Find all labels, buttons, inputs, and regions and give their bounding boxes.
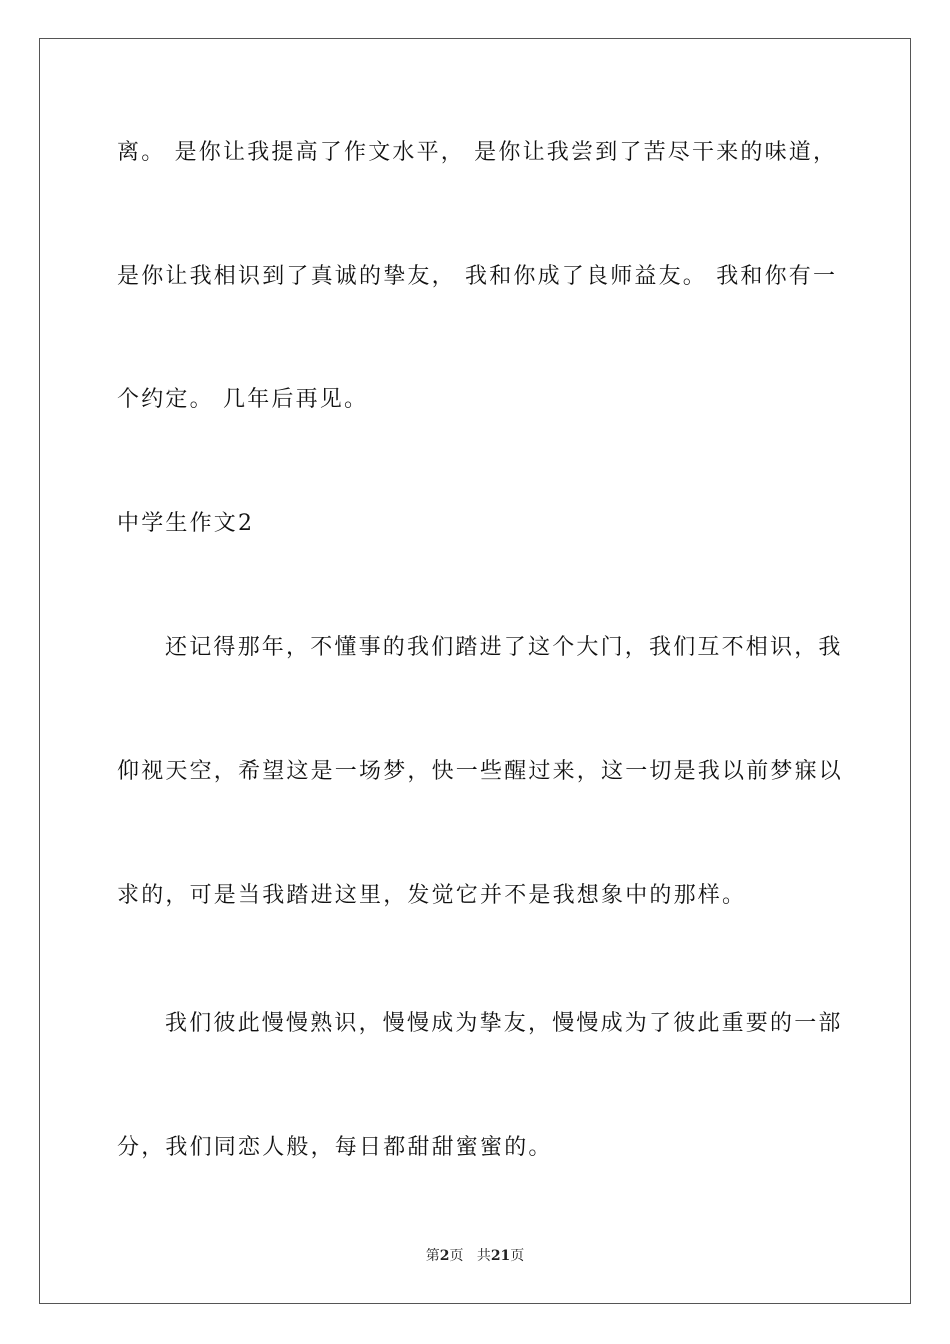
text-line-2: 是你让我相识到了真诚的挚友， 我和你成了良师益友。 我和你有一 (117, 264, 838, 289)
text-line-3: 个约定。 几年后再见。 (117, 387, 369, 412)
total-pages: 21 (490, 1248, 511, 1264)
total-prefix: 共 (476, 1248, 491, 1264)
text-line-9: 分，我们同恋人般，每日都甜甜蜜蜜的。 (117, 1135, 553, 1160)
page-prefix: 第 (425, 1248, 440, 1264)
total-suffix: 页 (510, 1248, 525, 1264)
text-line-1: 离。 是你让我提高了作文水平， 是你让我尝到了苦尽干来的味道， (117, 140, 838, 165)
page-suffix: 页 (449, 1248, 464, 1264)
page-footer (0, 1247, 950, 1265)
text-line-5: 还记得那年，不懂事的我们踏进了这个大门，我们互不相识，我 (165, 635, 843, 660)
text-line-6: 仰视天空，希望这是一场梦，快一些醒过来，这一切是我以前梦寐以 (117, 759, 844, 784)
section-heading: 中学生作文2 (117, 511, 255, 536)
page-border (39, 38, 911, 1304)
text-line-8: 我们彼此慢慢熟识，慢慢成为挚友，慢慢成为了彼此重要的一部 (165, 1011, 843, 1036)
text-line-7: 求的，可是当我踏进这里，发觉它并不是我想象中的那样。 (117, 883, 747, 908)
page-number: 2 (439, 1248, 450, 1264)
